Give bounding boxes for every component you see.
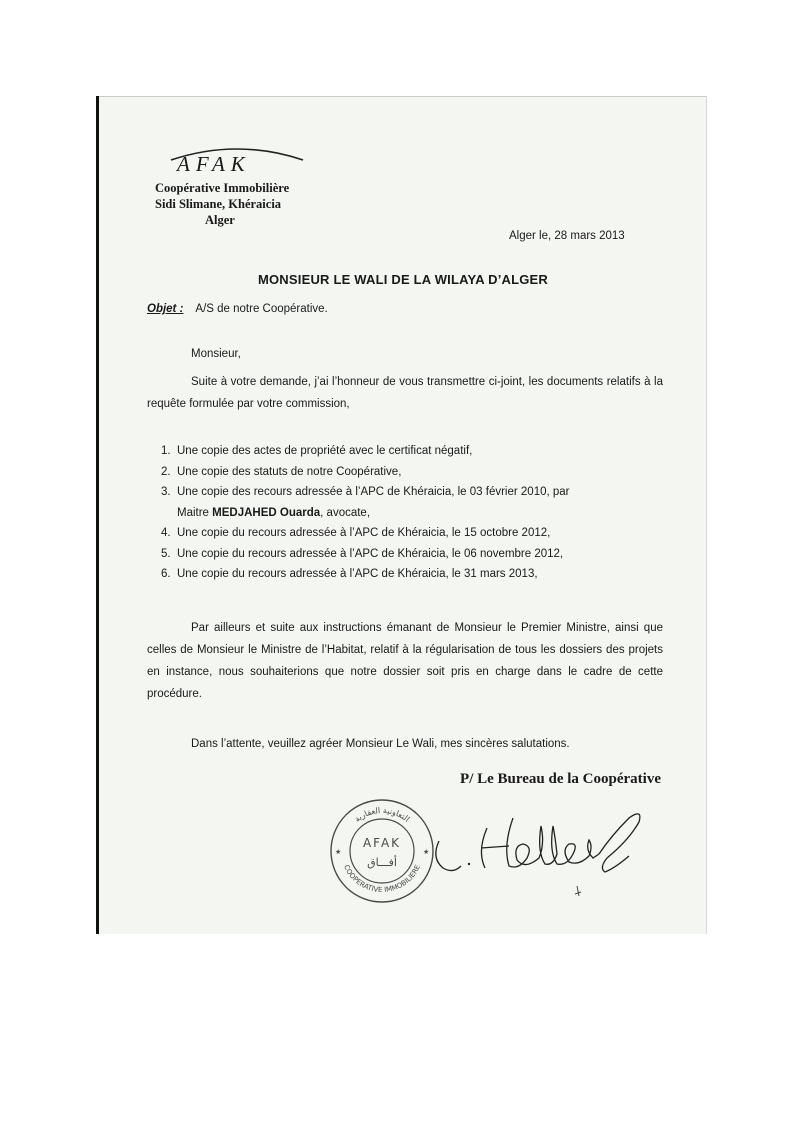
list-item xyxy=(161,482,570,523)
paragraph-intro: Suite à votre demande, j’ai l’honneur de vous transmettre ci-joint, les documents relatifs à la requête formulée par votre commission, xyxy=(147,376,663,410)
item-cont-prefix: Maitre xyxy=(177,506,213,519)
stamp-star-right-icon: ★ xyxy=(423,849,430,856)
lawyer-name: MEDJAHED Ouarda xyxy=(212,506,321,519)
list-item xyxy=(161,462,570,483)
scanned-letter xyxy=(96,96,707,934)
item-cont-suffix: , avocate, xyxy=(320,506,371,519)
list-item xyxy=(161,523,570,544)
stamp-star-left-icon: ★ xyxy=(335,849,342,856)
item-text: Une copie du recours adressée à l’APC de Khéraicia, le 06 novembre 2012, xyxy=(177,547,564,560)
paragraph-closing: Dans l’attente, veuillez agréer Monsieur Le Wali, mes sincères salutations. xyxy=(191,738,570,750)
page-edge-top xyxy=(99,96,707,97)
salutation: Monsieur, xyxy=(191,348,241,360)
item-text: Une copie du recours adressée à l’APC de Khéraicia, le 31 mars 2013, xyxy=(177,568,538,580)
organization-name xyxy=(155,180,289,228)
item-continuation xyxy=(177,503,570,524)
list-item xyxy=(161,544,570,565)
list-item xyxy=(161,564,570,585)
item-text: Une copie des statuts de notre Coopérative, xyxy=(177,465,402,478)
item-number: 5. xyxy=(161,547,171,560)
org-line-3: Alger xyxy=(205,213,235,227)
object-label: Objet : xyxy=(147,303,184,315)
org-line-1: Coopérative Immobilière xyxy=(155,181,290,195)
stamp-center-arabic: أفـــاق xyxy=(367,856,397,869)
object-line xyxy=(147,303,328,315)
addressee-heading: MONSIEUR LE WALI DE LA WILAYA D’ALGER xyxy=(257,272,549,287)
stamp-ring-bottom: COOPERATIVE IMMOBILIERE xyxy=(342,863,422,895)
item-number: 4. xyxy=(161,527,171,539)
list-item xyxy=(161,441,570,462)
enclosure-list xyxy=(161,441,570,585)
item-text: Une copie du recours adressée à l’APC de Khéraicia, le 15 octobre 2012, xyxy=(177,527,551,539)
item-text: Une copie des recours adressée à l’APC de Khéraicia, le 03 février 2010, par xyxy=(177,486,570,498)
paragraph-context: Par ailleurs et suite aux instructions émanant de Monsieur le Premier Ministre, ainsi que celles de Monsieur le Ministre de l’Habitat, relatif à la régularisation de tous les dossiers des projets en instance, nous souhaiterions que notre dossier soit pris en charge dans le cadre de cette procédure. xyxy=(147,622,663,700)
item-number: 6. xyxy=(161,568,171,580)
stamp-ring-top: التعاونية العقارية xyxy=(352,805,412,824)
svg-text:التعاونية العقارية xyxy=(353,806,412,824)
item-number: 3. xyxy=(161,486,171,498)
handwritten-signature xyxy=(429,796,659,906)
signature-block-title: P/ Le Bureau de la Coopérative xyxy=(460,771,661,787)
object-text: A/S de notre Coopérative. xyxy=(195,303,328,315)
stamp-center-latin: AFAK xyxy=(362,836,402,850)
logo-text: AFAK xyxy=(177,152,251,176)
item-text: Une copie des actes de propriété avec le certificat négatif, xyxy=(177,445,473,457)
letter-date: Alger le, 28 mars 2013 xyxy=(509,230,625,242)
item-number: 1. xyxy=(161,445,171,457)
org-line-2: Sidi Slimane, Khéraicia xyxy=(155,197,282,211)
item-number: 2. xyxy=(161,465,171,478)
page-edge-right xyxy=(706,96,707,934)
stamp-seal-icon xyxy=(327,796,437,906)
